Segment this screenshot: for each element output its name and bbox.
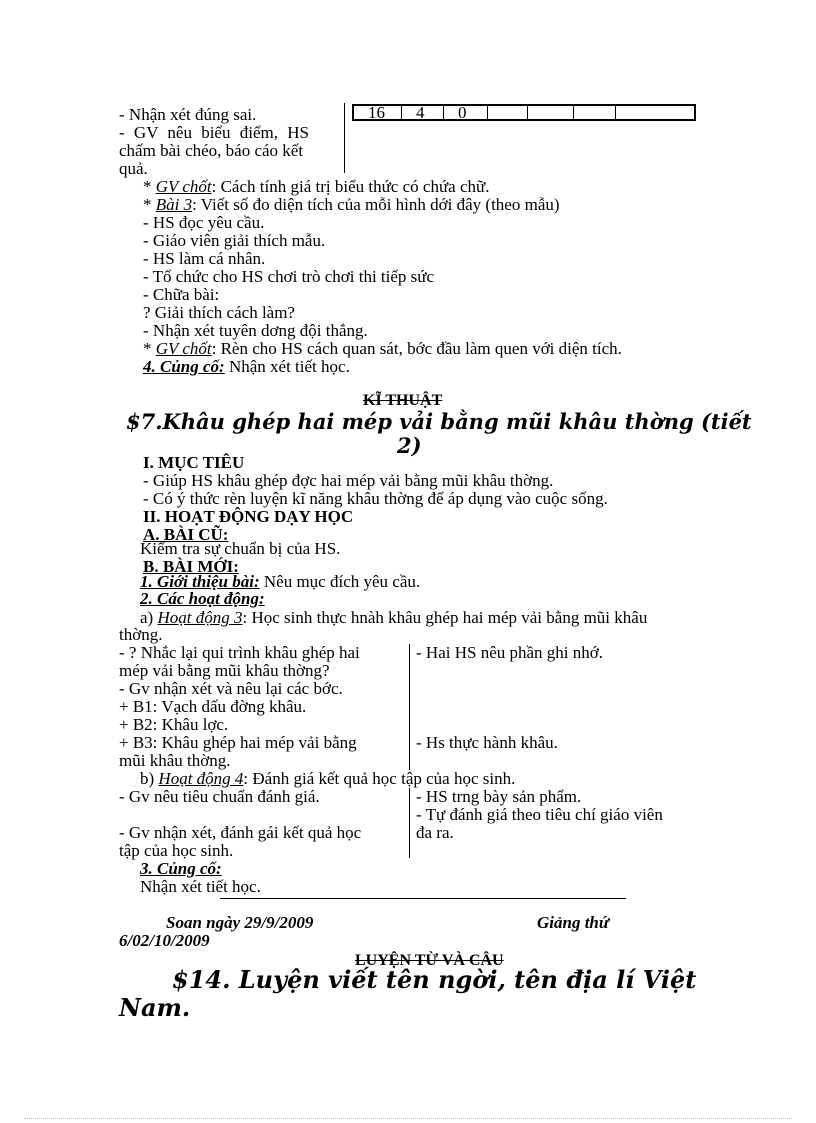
- gv-chot-text: : Rèn cho HS cách quan sát, bớc đầu làm quen với diện tích.: [211, 339, 622, 358]
- text-line: - Giúp HS khâu ghép đợc hai mép vải bằng mũi khâu thờng.: [143, 471, 554, 490]
- gv-chot-line-2: * GV chốt: Rèn cho HS cách quan sát, bớc đầu làm quen với diện tích.: [143, 339, 622, 358]
- text-line: - HS đọc yêu cầu.: [143, 213, 265, 232]
- score-cell: [616, 106, 694, 119]
- text-line: thờng.: [119, 625, 163, 644]
- hoat-dong-label: Hoạt động 3: [157, 608, 243, 627]
- text-line: + B1: Vạch dấu đờng khâu.: [119, 697, 307, 716]
- gv-chot-text: : Cách tính giá trị biểu thức có chứa chữ.: [211, 177, 490, 196]
- hoat-dong-text: : Học sinh thực hnàh khâu ghép hai mép vải bằng mũi khâu: [242, 608, 648, 627]
- lesson-title-cont: 2): [397, 433, 422, 458]
- text-line: tập của học sinh.: [119, 841, 234, 860]
- soan-ngay: Soan ngày 29/9/2009: [166, 913, 314, 932]
- text-line: ? Giải thích cách làm?: [143, 303, 295, 322]
- lesson-title-cont: Nam.: [119, 993, 191, 1022]
- text-line: + B3: Khâu ghép hai mép vải bằng: [119, 733, 357, 752]
- hoat-dong-4-line: [140, 770, 515, 788]
- text-line: - HS làm cá nhân.: [143, 249, 266, 268]
- giang-date: 6/02/10/2009: [119, 931, 210, 950]
- sub-heading: 2. Các hoạt động:: [140, 589, 265, 608]
- section-divider: [220, 898, 626, 899]
- text-line: quả.: [119, 159, 148, 178]
- text-line: Nhận xét tiết học.: [140, 877, 261, 896]
- text-line: - Gv nhận xét và nêu lại các bớc.: [119, 679, 343, 698]
- column-divider: [409, 644, 410, 770]
- text-line: - Có ý thức rèn luyện kĩ năng khâu thờng để áp dụng vào cuộc sống.: [143, 489, 608, 508]
- text-line: - Hai HS nêu phần ghi nhớ.: [416, 643, 603, 662]
- cung-co-label: 4. Củng cố:: [143, 357, 225, 376]
- score-table: [352, 104, 696, 121]
- text-line: - Chữa bài:: [143, 285, 220, 304]
- cung-co-line: [143, 358, 350, 376]
- sub-heading: B. BÀI MỚI:: [143, 557, 239, 576]
- text-line: - Hs thực hành khâu.: [416, 733, 558, 752]
- bai3-line: * Bài 3: Viết số đo diện tích của mỗi hình dới đây (theo mẫu): [143, 195, 560, 214]
- giang-thu: Giảng thứ: [537, 913, 610, 932]
- text-line: - Nhận xét tuyên dơng đội thắng.: [143, 321, 368, 340]
- text-line: chấm bài chéo, báo cáo kết: [119, 141, 304, 160]
- text-line: mũi khâu thờng.: [119, 751, 231, 770]
- gv-chot-label: GV chốt: [155, 177, 212, 196]
- bai3-label: Bài 3: [155, 195, 193, 214]
- gv-chot-label: GV chốt: [155, 339, 212, 358]
- text-line: - GV nêu biểu điểm, HS: [119, 123, 309, 142]
- score-cell: [488, 106, 528, 119]
- text-line: mép vải bằng mũi khâu thờng?: [119, 661, 330, 680]
- section-heading: II. HOẠT ĐỘNG DẠY HỌC: [143, 507, 354, 526]
- sub-heading: A. BÀI CŨ:: [143, 525, 229, 544]
- bai3-text: : Viết số đo diện tích của mỗi hình dới đây (theo mẫu): [192, 195, 560, 214]
- subject-heading: LUYỆN TỪ VÀ CÂU: [355, 952, 504, 969]
- gv-chot-line: * GV chốt: Cách tính giá trị biểu thức có chứa chữ.: [143, 177, 490, 196]
- score-cell: 16: [354, 106, 402, 119]
- list-prefix: b): [140, 769, 159, 788]
- sub-heading: 3. Củng cố:: [140, 859, 222, 878]
- gioi-thieu-label: 1. Giới thiệu bài:: [140, 572, 260, 591]
- score-cell: 0: [444, 106, 488, 119]
- subject-heading: KĨ THUẬT: [363, 392, 443, 409]
- text-line: - Nhận xét đúng sai.: [119, 105, 257, 124]
- text-line: - ? Nhắc lại qui trình khâu ghép hai: [119, 643, 360, 662]
- text-line: Kiểm tra sự chuẩn bị của HS.: [140, 539, 341, 558]
- text-line: - Tự đánh giá theo tiêu chí giáo viên: [416, 805, 663, 824]
- cung-co-text: Nhận xét tiết học.: [224, 357, 350, 376]
- hoat-dong-text: : Đánh giá kết quả học tập của học sinh.: [243, 769, 516, 788]
- list-prefix: a): [140, 608, 158, 627]
- text-line: - Gv nhận xét, đánh gái kết quả học: [119, 823, 362, 842]
- text-line: - Giáo viên giải thích mẫu.: [143, 231, 326, 250]
- text-line: - Gv nêu tiêu chuẩn đánh giá.: [119, 787, 320, 806]
- hoat-dong-3-line: [140, 609, 647, 627]
- column-divider: [409, 788, 410, 858]
- page-edge-rule: [24, 1118, 792, 1119]
- hoat-dong-label: Hoạt động 4: [158, 769, 244, 788]
- score-cell: 4: [402, 106, 444, 119]
- text-line: - HS trng bày sản phẩm.: [416, 787, 582, 806]
- lesson-title: $7.Khâu ghép hai mép vải bằng mũi khâu thờng (tiết: [126, 409, 752, 434]
- score-cell: [574, 106, 616, 119]
- gioi-thieu-text: Nêu mục đích yêu cầu.: [259, 572, 421, 591]
- lesson-title: $14. Luyện viết tên ngời, tên địa lí Việt: [172, 965, 697, 994]
- section-heading: I. MỤC TIÊU: [143, 453, 245, 472]
- column-divider: [344, 103, 345, 173]
- score-cell: [528, 106, 574, 119]
- text-line: - Tổ chức cho HS chơi trò chơi thi tiếp sức: [143, 267, 435, 286]
- text-line: + B2: Khâu lợc.: [119, 715, 229, 734]
- text-line: đa ra.: [416, 823, 454, 842]
